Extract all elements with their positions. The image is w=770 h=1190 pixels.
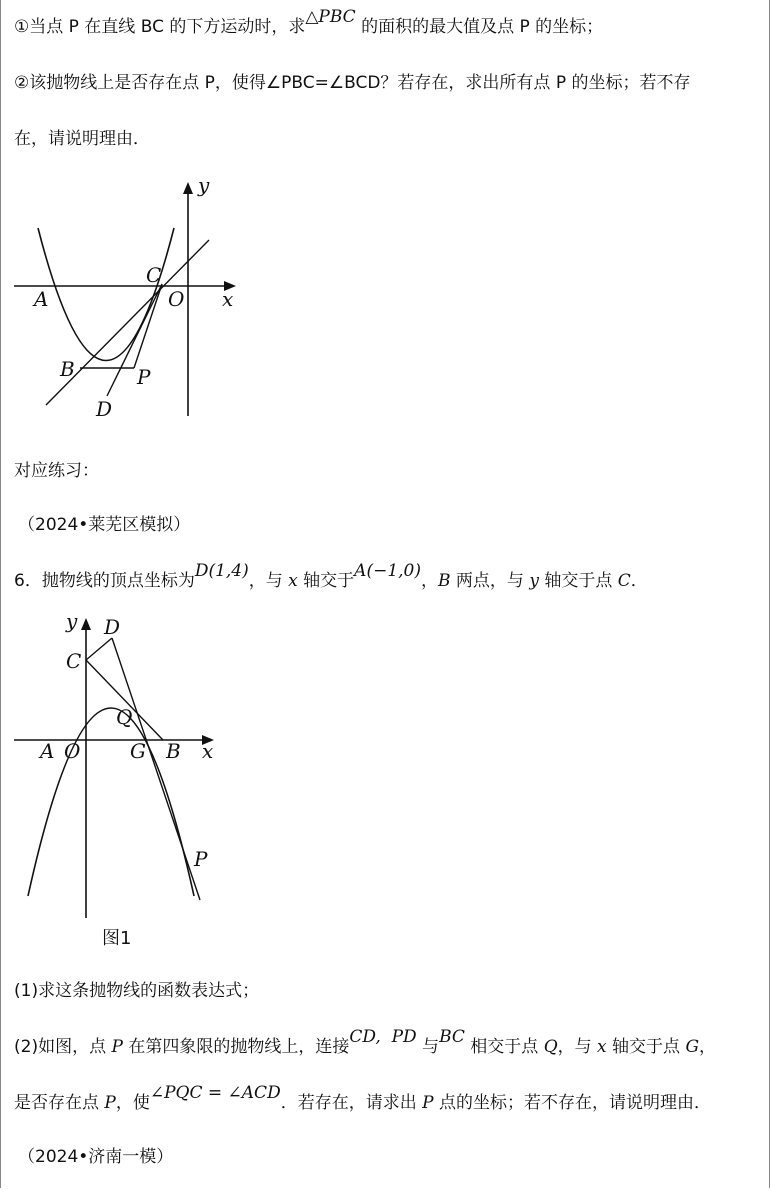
segment-bc: BC <box>439 1027 465 1047</box>
p6-var-y: y <box>529 571 539 591</box>
s2-var-q: Q <box>543 1037 558 1057</box>
fig2-label-q: Q <box>116 705 133 729</box>
s3-text-a: 是否存在点 <box>14 1093 105 1113</box>
s2-text-f: 轴交于点 <box>606 1037 686 1057</box>
question-line-3: 在，请说明理由． <box>14 129 150 149</box>
fig2-label-o: O <box>64 739 81 763</box>
problem-6-stem <box>14 561 648 591</box>
s2-text-b: 在第四象限的抛物线上，连接 <box>122 1037 350 1057</box>
sub-question-1: (1)求这条抛物线的函数表达式； <box>14 981 260 1001</box>
s3-text-c: ．若存在，请求出 <box>280 1093 423 1113</box>
triangle-pbc: PBC <box>318 7 356 27</box>
fig2-label-c: C <box>66 649 82 673</box>
fig1-label-o: O <box>168 287 185 311</box>
s3-var-p: P <box>104 1093 116 1113</box>
triangle-symbol: △ <box>305 7 319 27</box>
fig2-segment-dp <box>112 638 200 900</box>
fig2-label-a: A <box>40 739 55 763</box>
p6-text-e: 两点，与 <box>450 571 530 591</box>
s2-var-x: x <box>597 1037 607 1057</box>
figure-2 <box>0 604 240 954</box>
sub-question-2-line-2 <box>14 1083 711 1113</box>
s3-text-d: 点的坐标；若不存在，请说明理由． <box>433 1093 711 1113</box>
fig2-label-b: B <box>166 739 181 763</box>
fig2-label-d: D <box>104 615 121 639</box>
fig2-parabola <box>28 708 194 896</box>
practice-source: （2024•莱芜区模拟） <box>18 515 191 535</box>
s2-text-a: (2)如图，点 <box>14 1037 112 1057</box>
p6-text-d: ， <box>421 571 438 591</box>
q1-text-b: 的面积的最大值及点 P 的坐标； <box>355 17 604 37</box>
q1-text-a: ①当点 P 在直线 BC 的下方运动时，求 <box>14 17 306 37</box>
angle-equation: ∠PQC = ∠ACD <box>149 1083 281 1103</box>
p6-text-b: ，与 <box>248 571 289 591</box>
p6-text-a: 6．抛物线的顶点坐标为 <box>14 571 195 591</box>
fig1-label-b: B <box>60 357 75 381</box>
p6-var-c: C <box>617 571 631 591</box>
fig2-y-arrow <box>81 618 91 630</box>
p6-text-g: ． <box>630 571 648 591</box>
s3-var-p2: P <box>422 1093 434 1113</box>
p6-var-b: B <box>438 571 451 591</box>
question-line-1 <box>14 7 604 37</box>
second-source: （2024•济南一模） <box>18 1147 174 1167</box>
vertex-d: D(1,4) <box>194 561 249 581</box>
s2-text-g: ， <box>699 1037 717 1057</box>
question-line-2: ②该抛物线上是否存在点 P，使得∠PBC=∠BCD？若存在，求出所有点 P 的坐标；若不存 <box>14 73 691 93</box>
fig1-y-arrow <box>183 182 193 194</box>
fig1-label-x: x <box>222 287 234 311</box>
fig2-label-p: P <box>194 847 208 871</box>
s2-var-g: G <box>685 1037 700 1057</box>
fig2-label-y: y <box>66 609 78 633</box>
s3-text-b: ，使 <box>115 1093 150 1113</box>
fig2-caption: 图1 <box>102 928 132 949</box>
fig1-label-p: P <box>137 365 151 389</box>
fig1-label-c: C <box>146 263 162 287</box>
p6-text-f: 轴交于点 <box>538 571 618 591</box>
fig2-segment-cd <box>86 638 112 660</box>
fig1-segment-cp <box>134 284 162 368</box>
fig2-label-x: x <box>202 739 214 763</box>
fig1-segment-cd <box>107 284 162 396</box>
sub-question-2-line-1 <box>14 1027 717 1057</box>
fig1-parabola <box>38 228 174 361</box>
fig1-label-a: A <box>34 287 49 311</box>
segments-cd-pd: CD, PD <box>349 1027 417 1047</box>
p6-var-x: x <box>288 571 298 591</box>
p6-text-c: 轴交于 <box>297 571 355 591</box>
figure-1 <box>0 170 260 430</box>
s2-text-e: ，与 <box>557 1037 598 1057</box>
s2-var-p: P <box>111 1037 123 1057</box>
fig2-label-g: G <box>130 739 146 763</box>
fig1-label-d: D <box>96 397 113 421</box>
point-a: A(−1,0) <box>354 561 421 581</box>
s2-text-c: 与 <box>416 1037 440 1057</box>
practice-heading: 对应练习： <box>14 461 99 481</box>
fig1-label-y: y <box>198 173 210 197</box>
s2-text-d: 相交于点 <box>464 1037 544 1057</box>
